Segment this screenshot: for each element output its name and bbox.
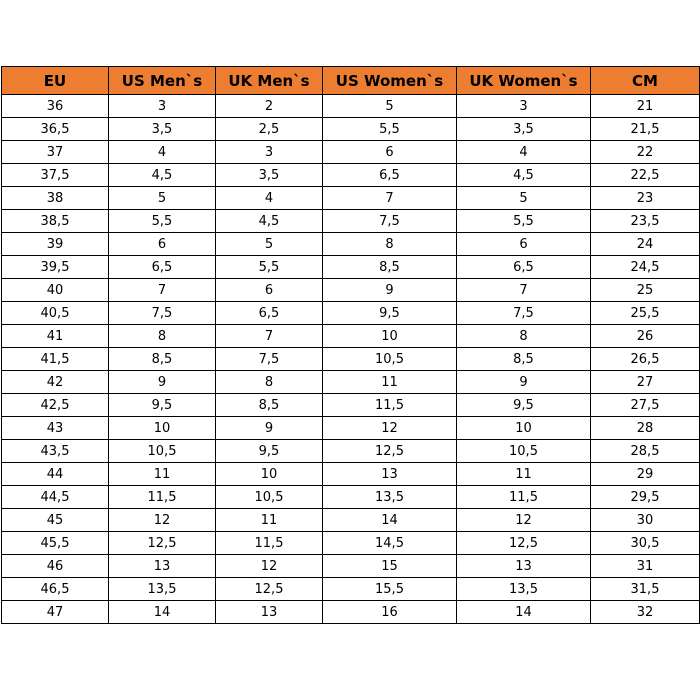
cell-us-womens: 9,5 (323, 302, 457, 325)
cell-uk-womens: 12 (457, 509, 591, 532)
cell-uk-mens: 12,5 (216, 578, 323, 601)
cell-cm: 30 (591, 509, 700, 532)
cell-cm: 22,5 (591, 164, 700, 187)
cell-eu: 43,5 (2, 440, 109, 463)
cell-eu: 45 (2, 509, 109, 532)
column-header-cm: CM (591, 67, 700, 95)
cell-uk-womens: 4 (457, 141, 591, 164)
cell-us-womens: 6,5 (323, 164, 457, 187)
table-header-row (2, 67, 700, 95)
column-header-uk-mens: UK Men`s (216, 67, 323, 95)
table-row (2, 509, 700, 532)
cell-uk-womens: 7,5 (457, 302, 591, 325)
column-header-eu: EU (2, 67, 109, 95)
cell-cm: 27,5 (591, 394, 700, 417)
cell-us-mens: 8 (109, 325, 216, 348)
cell-cm: 24 (591, 233, 700, 256)
table-row (2, 325, 700, 348)
cell-uk-womens: 6,5 (457, 256, 591, 279)
cell-uk-womens: 10 (457, 417, 591, 440)
cell-us-womens: 13 (323, 463, 457, 486)
cell-us-mens: 6,5 (109, 256, 216, 279)
table-body (2, 95, 700, 624)
cell-us-mens: 9,5 (109, 394, 216, 417)
cell-us-womens: 12,5 (323, 440, 457, 463)
cell-us-mens: 11 (109, 463, 216, 486)
cell-uk-womens: 7 (457, 279, 591, 302)
cell-uk-womens: 5 (457, 187, 591, 210)
cell-us-mens: 6 (109, 233, 216, 256)
cell-us-womens: 10 (323, 325, 457, 348)
table-row (2, 555, 700, 578)
cell-us-womens: 7 (323, 187, 457, 210)
cell-uk-womens: 14 (457, 601, 591, 624)
cell-eu: 39 (2, 233, 109, 256)
cell-uk-mens: 4 (216, 187, 323, 210)
cell-uk-mens: 7,5 (216, 348, 323, 371)
cell-us-mens: 3 (109, 95, 216, 118)
cell-us-mens: 13 (109, 555, 216, 578)
table-row (2, 256, 700, 279)
cell-uk-mens: 5 (216, 233, 323, 256)
cell-us-mens: 10,5 (109, 440, 216, 463)
cell-us-womens: 15,5 (323, 578, 457, 601)
cell-eu: 40,5 (2, 302, 109, 325)
cell-us-mens: 7 (109, 279, 216, 302)
table-row (2, 210, 700, 233)
cell-uk-mens: 6 (216, 279, 323, 302)
cell-us-mens: 11,5 (109, 486, 216, 509)
cell-uk-womens: 3 (457, 95, 591, 118)
table-row (2, 463, 700, 486)
cell-us-womens: 10,5 (323, 348, 457, 371)
table-row (2, 302, 700, 325)
cell-us-mens: 12 (109, 509, 216, 532)
cell-uk-mens: 3,5 (216, 164, 323, 187)
cell-uk-womens: 13,5 (457, 578, 591, 601)
cell-cm: 24,5 (591, 256, 700, 279)
cell-us-womens: 7,5 (323, 210, 457, 233)
cell-cm: 25 (591, 279, 700, 302)
cell-us-womens: 11,5 (323, 394, 457, 417)
column-header-us-mens: US Men`s (109, 67, 216, 95)
cell-uk-mens: 13 (216, 601, 323, 624)
cell-uk-womens: 3,5 (457, 118, 591, 141)
cell-us-mens: 10 (109, 417, 216, 440)
cell-cm: 25,5 (591, 302, 700, 325)
cell-eu: 37 (2, 141, 109, 164)
cell-eu: 42,5 (2, 394, 109, 417)
cell-us-mens: 12,5 (109, 532, 216, 555)
cell-us-mens: 5,5 (109, 210, 216, 233)
cell-cm: 31 (591, 555, 700, 578)
cell-uk-mens: 9 (216, 417, 323, 440)
cell-uk-mens: 4,5 (216, 210, 323, 233)
cell-uk-mens: 11,5 (216, 532, 323, 555)
cell-us-mens: 5 (109, 187, 216, 210)
cell-cm: 29,5 (591, 486, 700, 509)
cell-uk-womens: 11 (457, 463, 591, 486)
cell-uk-womens: 5,5 (457, 210, 591, 233)
cell-us-mens: 9 (109, 371, 216, 394)
cell-us-womens: 5 (323, 95, 457, 118)
cell-cm: 21,5 (591, 118, 700, 141)
cell-us-womens: 8,5 (323, 256, 457, 279)
cell-cm: 31,5 (591, 578, 700, 601)
cell-us-mens: 14 (109, 601, 216, 624)
cell-us-mens: 3,5 (109, 118, 216, 141)
cell-eu: 38 (2, 187, 109, 210)
cell-cm: 28 (591, 417, 700, 440)
cell-eu: 36,5 (2, 118, 109, 141)
table-row (2, 601, 700, 624)
cell-eu: 43 (2, 417, 109, 440)
cell-uk-womens: 9,5 (457, 394, 591, 417)
cell-cm: 28,5 (591, 440, 700, 463)
cell-us-womens: 6 (323, 141, 457, 164)
cell-eu: 42 (2, 371, 109, 394)
cell-eu: 44 (2, 463, 109, 486)
cell-uk-womens: 12,5 (457, 532, 591, 555)
cell-us-mens: 8,5 (109, 348, 216, 371)
cell-uk-womens: 6 (457, 233, 591, 256)
cell-eu: 46,5 (2, 578, 109, 601)
cell-eu: 39,5 (2, 256, 109, 279)
cell-uk-womens: 4,5 (457, 164, 591, 187)
cell-us-womens: 14 (323, 509, 457, 532)
cell-uk-mens: 8 (216, 371, 323, 394)
cell-uk-womens: 11,5 (457, 486, 591, 509)
cell-uk-mens: 8,5 (216, 394, 323, 417)
table-row (2, 279, 700, 302)
table-row (2, 440, 700, 463)
cell-eu: 44,5 (2, 486, 109, 509)
cell-us-mens: 13,5 (109, 578, 216, 601)
cell-uk-mens: 2,5 (216, 118, 323, 141)
cell-uk-mens: 11 (216, 509, 323, 532)
cell-us-mens: 4,5 (109, 164, 216, 187)
cell-cm: 22 (591, 141, 700, 164)
cell-eu: 41 (2, 325, 109, 348)
cell-cm: 23 (591, 187, 700, 210)
cell-cm: 21 (591, 95, 700, 118)
table-row (2, 95, 700, 118)
cell-eu: 41,5 (2, 348, 109, 371)
cell-eu: 46 (2, 555, 109, 578)
cell-eu: 37,5 (2, 164, 109, 187)
cell-cm: 29 (591, 463, 700, 486)
table-row (2, 164, 700, 187)
cell-cm: 26,5 (591, 348, 700, 371)
cell-uk-mens: 7 (216, 325, 323, 348)
cell-us-womens: 15 (323, 555, 457, 578)
table-row (2, 371, 700, 394)
column-header-uk-womens: UK Women`s (457, 67, 591, 95)
cell-us-mens: 7,5 (109, 302, 216, 325)
table-row (2, 394, 700, 417)
cell-us-womens: 13,5 (323, 486, 457, 509)
cell-uk-womens: 10,5 (457, 440, 591, 463)
cell-uk-mens: 3 (216, 141, 323, 164)
cell-cm: 26 (591, 325, 700, 348)
table-row (2, 486, 700, 509)
cell-cm: 32 (591, 601, 700, 624)
cell-uk-womens: 8 (457, 325, 591, 348)
cell-cm: 27 (591, 371, 700, 394)
table-row (2, 348, 700, 371)
cell-cm: 23,5 (591, 210, 700, 233)
cell-eu: 47 (2, 601, 109, 624)
cell-uk-mens: 9,5 (216, 440, 323, 463)
cell-us-womens: 11 (323, 371, 457, 394)
cell-us-womens: 9 (323, 279, 457, 302)
table-row (2, 578, 700, 601)
table-row (2, 233, 700, 256)
cell-eu: 36 (2, 95, 109, 118)
cell-us-womens: 5,5 (323, 118, 457, 141)
cell-us-womens: 12 (323, 417, 457, 440)
cell-uk-mens: 6,5 (216, 302, 323, 325)
cell-us-womens: 8 (323, 233, 457, 256)
cell-uk-mens: 2 (216, 95, 323, 118)
table-row (2, 141, 700, 164)
column-header-us-womens: US Women`s (323, 67, 457, 95)
table-row (2, 187, 700, 210)
cell-uk-mens: 10,5 (216, 486, 323, 509)
table-row (2, 417, 700, 440)
cell-eu: 40 (2, 279, 109, 302)
cell-uk-mens: 10 (216, 463, 323, 486)
cell-us-womens: 16 (323, 601, 457, 624)
cell-us-mens: 4 (109, 141, 216, 164)
cell-eu: 38,5 (2, 210, 109, 233)
size-chart-table (1, 66, 700, 624)
cell-cm: 30,5 (591, 532, 700, 555)
cell-uk-womens: 8,5 (457, 348, 591, 371)
cell-uk-mens: 12 (216, 555, 323, 578)
table-row (2, 532, 700, 555)
cell-eu: 45,5 (2, 532, 109, 555)
cell-uk-mens: 5,5 (216, 256, 323, 279)
cell-us-womens: 14,5 (323, 532, 457, 555)
cell-uk-womens: 13 (457, 555, 591, 578)
table-row (2, 118, 700, 141)
cell-uk-womens: 9 (457, 371, 591, 394)
